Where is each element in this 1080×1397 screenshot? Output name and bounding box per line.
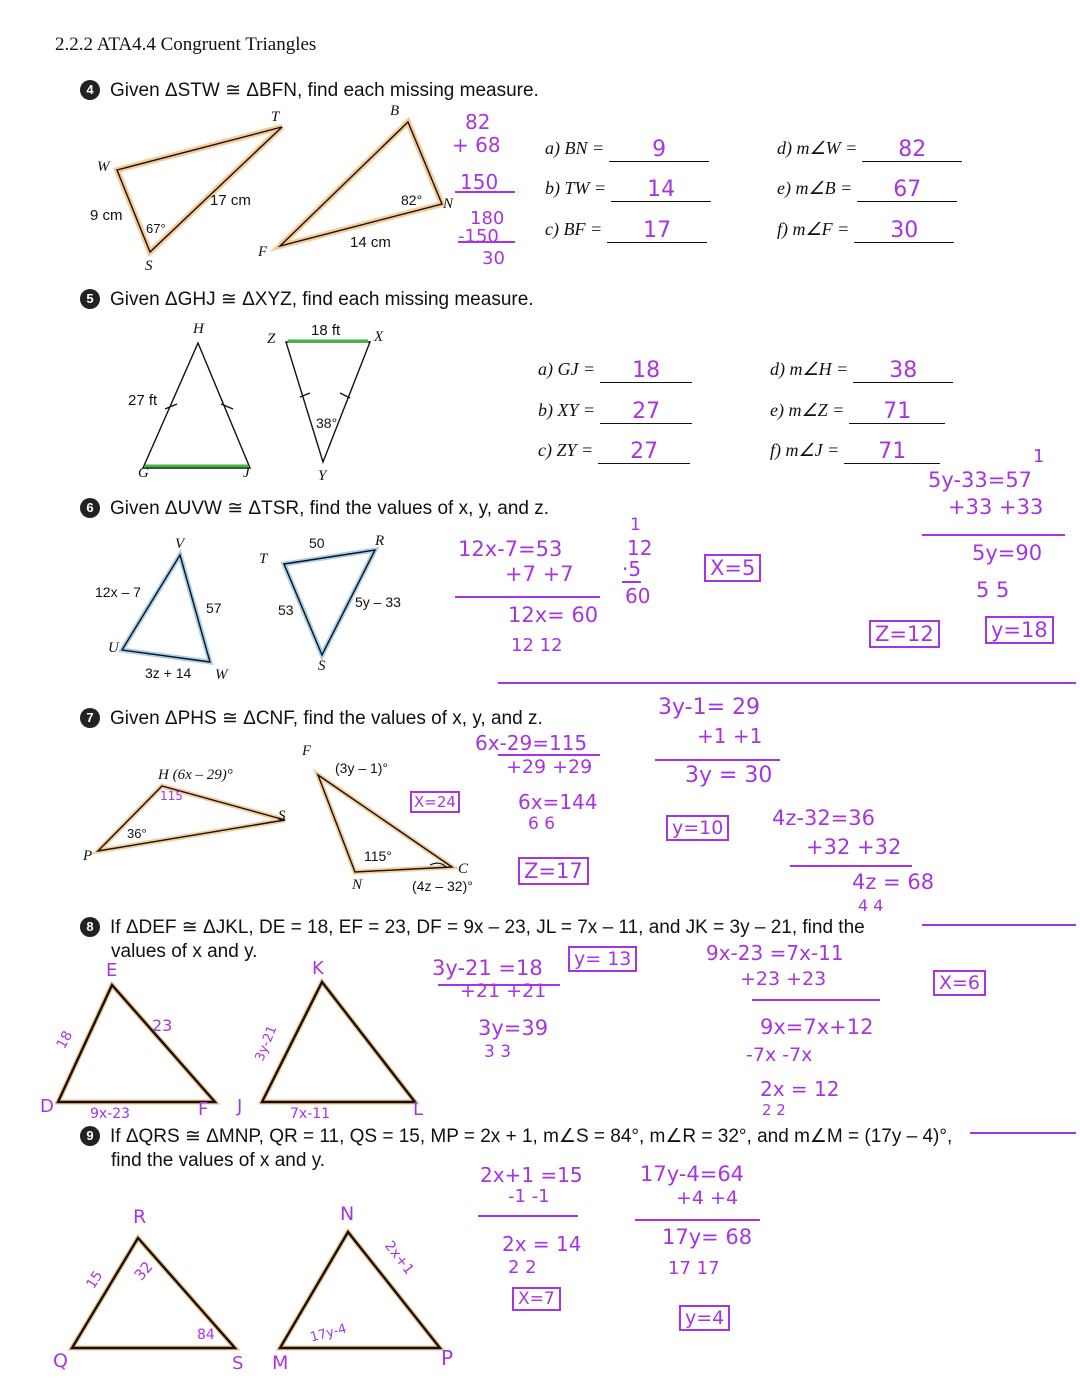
- hw-angle: 32: [130, 1257, 157, 1285]
- side-label: 18 ft: [311, 322, 341, 339]
- vertex-v: V: [175, 536, 185, 552]
- hw-work: 2x+1 =15: [480, 1163, 583, 1187]
- vertex-r: R: [375, 533, 385, 549]
- vertex-g: G: [138, 465, 149, 481]
- hw-work: ·5: [622, 557, 642, 581]
- hw-side: 9x-23: [90, 1106, 131, 1122]
- problem-number: 4: [80, 80, 100, 100]
- hw-work: 4z-32=36: [772, 806, 876, 830]
- side-label: 57: [206, 600, 222, 616]
- hw-work: 2x = 12: [760, 1077, 840, 1101]
- vertex-y: Y: [318, 468, 327, 484]
- vertex-s: S: [145, 258, 153, 274]
- hw-work: 17y= 68: [662, 1225, 753, 1249]
- hw-work: +23 +23: [740, 968, 827, 990]
- hw-work: 2x = 14: [502, 1232, 582, 1256]
- answer-row: d) m∠H = 38: [770, 359, 953, 383]
- hw-side: 3y-21: [252, 1023, 281, 1064]
- hw-vertex: F: [198, 1099, 209, 1120]
- hw-work: +29 +29: [506, 756, 593, 778]
- hw-vertex: R: [133, 1206, 147, 1228]
- answer-row: d) m∠W = 82: [777, 138, 962, 162]
- angle-label: (3y – 1)°: [335, 760, 389, 776]
- vertex-h: H: [193, 321, 204, 337]
- answer-box-y: y= 13: [568, 946, 637, 972]
- answer-row: e) m∠Z = 71: [770, 400, 945, 424]
- hw-work: 5y=90: [972, 541, 1043, 565]
- side-label: 17 cm: [210, 192, 251, 209]
- angle-label: 36°: [127, 826, 147, 841]
- answer-box-z: Z=12: [869, 620, 940, 648]
- hw-work: 3y = 30: [685, 763, 773, 788]
- hw-angle: 115: [160, 789, 183, 803]
- triangle-mnp: [280, 1232, 440, 1348]
- triangle-def: [58, 985, 215, 1102]
- angle-label: (4z – 32)°: [412, 878, 473, 894]
- side-label: 9 cm: [90, 207, 123, 224]
- answer-box-x: X=5: [704, 554, 761, 582]
- hw-work: 17 17: [668, 1258, 720, 1279]
- hw-work: 3y=39: [478, 1016, 549, 1040]
- problem-5-question: 5 Given ΔGHJ ≅ ΔXYZ, find each missing measure.: [80, 288, 534, 311]
- hw-vertex: S: [232, 1353, 244, 1374]
- hw-work: 12x= 60: [508, 603, 599, 627]
- hw-vertex: M: [272, 1352, 289, 1374]
- answer-row: b) TW = 14: [545, 178, 711, 202]
- side-label: 27 ft: [128, 392, 158, 409]
- angle-label: 67°: [146, 221, 166, 236]
- hw-work: 9x-23 =7x-11: [706, 941, 844, 965]
- hw-work: 12x-7=53: [458, 537, 563, 561]
- vertex-t: T: [271, 109, 280, 125]
- hw-work: 180: [470, 208, 505, 229]
- problem-8-question: 8 If ΔDEF ≅ ΔJKL, DE = 18, EF = 23, DF = 9x – 23, JL = 7x – 11, and JK = 3y – 21, find the: [80, 916, 865, 939]
- vertex-t: T: [259, 551, 268, 567]
- side-label: 50: [309, 535, 325, 551]
- hw-side: 15: [83, 1268, 107, 1292]
- answer-box-x: X=24: [410, 791, 460, 813]
- answer-box-y: y=4: [679, 1305, 730, 1331]
- hw-work: 3y-21 =18: [432, 956, 543, 980]
- vertex-c: C: [458, 861, 469, 877]
- hw-work: -150: [458, 226, 499, 247]
- vertex-h: H (6x – 29)°: [158, 767, 233, 783]
- vertex-n: N: [443, 196, 454, 212]
- answer-box-z: Z=17: [518, 857, 589, 885]
- hw-work: + 68: [452, 133, 501, 157]
- page-title: 2.2.2 ATA4.4 Congruent Triangles: [55, 34, 317, 55]
- problem-9-question: 9 If ΔQRS ≅ ΔMNP, QR = 11, QS = 15, MP = 2x + 1, m∠S = 84°, m∠R = 32°, and m∠M = (17y – 4)°,: [80, 1125, 952, 1148]
- answer-row: f) m∠F = 30: [777, 219, 954, 243]
- problem-number: 6: [80, 498, 100, 518]
- answer-box-x: X=6: [933, 970, 986, 996]
- answer-row: f) m∠J = 71: [770, 440, 940, 464]
- triangle-ghj: [143, 343, 250, 468]
- problem-8-question-cont: values of x and y.: [111, 941, 258, 962]
- hw-work: 30: [482, 248, 505, 269]
- angle-label: 38°: [316, 415, 338, 431]
- hw-side: 7x-11: [290, 1106, 331, 1122]
- hw-vertex: Q: [53, 1350, 68, 1372]
- triangle-phs: [98, 786, 285, 851]
- answer-row: a) GJ = 18: [538, 359, 692, 383]
- hw-side: 2x+1: [380, 1238, 417, 1278]
- hw-side: 23: [152, 1016, 173, 1035]
- hw-vertex: D: [40, 1096, 54, 1117]
- hw-work: 2 2: [508, 1257, 537, 1278]
- answer-box-y: y=10: [666, 815, 729, 841]
- hw-work: 2 2: [762, 1101, 786, 1119]
- vertex-u: U: [108, 640, 119, 656]
- hw-work: 6x=144: [518, 790, 598, 814]
- problem-number: 9: [80, 1126, 100, 1146]
- hw-work: 4 4: [858, 896, 884, 915]
- problem-number: 7: [80, 708, 100, 728]
- triangle-xyz: [286, 341, 370, 462]
- problem-number: 8: [80, 917, 100, 937]
- vertex-s: S: [278, 808, 286, 824]
- hw-work: 12: [627, 536, 653, 560]
- problem-7-question: 7 Given ΔPHS ≅ ΔCNF, find the values of x, y, and z.: [80, 707, 543, 730]
- vertex-p: P: [83, 848, 93, 864]
- answer-box-x: X=7: [512, 1287, 561, 1311]
- side-label: 5y – 33: [355, 594, 401, 610]
- hw-angle: 84: [197, 1327, 215, 1343]
- triangle-bfn: [280, 122, 442, 246]
- answer-row: a) BN = 9: [545, 138, 709, 162]
- hw-vertex: N: [340, 1203, 355, 1225]
- vertex-j: J: [243, 465, 250, 481]
- problem-number: 5: [80, 289, 100, 309]
- hw-work: 5 5: [976, 578, 1010, 602]
- answer-box-y: y=18: [985, 616, 1054, 644]
- hw-work: 6x-29=115: [475, 731, 588, 755]
- side-label: 53: [278, 602, 294, 618]
- hw-work: +21 +21: [460, 980, 547, 1002]
- vertex-w: W: [97, 159, 110, 175]
- hw-work: 82: [465, 110, 491, 134]
- hw-work: 12 12: [511, 635, 563, 656]
- hw-side: 18: [53, 1028, 77, 1052]
- hw-work: 4z = 68: [852, 870, 935, 894]
- triangle-stw: [117, 127, 282, 252]
- hw-vertex: J: [237, 1096, 243, 1117]
- answer-row: e) m∠B = 67: [777, 178, 957, 202]
- problem-9-question-cont: find the values of x and y.: [111, 1150, 326, 1171]
- vertex-s: S: [318, 658, 326, 674]
- hw-work: +4 +4: [676, 1187, 739, 1209]
- hw-angle: 17y-4: [308, 1321, 349, 1346]
- problem-4-question: 4 Given ΔSTW ≅ ΔBFN, find each missing measure.: [80, 79, 539, 102]
- hw-work: 3y-1= 29: [658, 695, 760, 720]
- vertex-w: W: [215, 667, 228, 683]
- hw-work: +1 +1: [697, 724, 763, 748]
- hw-work: 5y-33=57: [928, 468, 1033, 492]
- hw-work: 1: [630, 515, 641, 535]
- hw-work: +32 +32: [806, 835, 902, 859]
- hw-work: 6 6: [528, 814, 556, 834]
- hw-work: +7 +7: [505, 562, 574, 586]
- hw-work: -1 -1: [508, 1186, 550, 1207]
- side-label: 3z + 14: [145, 665, 192, 681]
- vertex-f: F: [258, 244, 268, 260]
- hw-vertex: P: [441, 1346, 454, 1370]
- side-label: 14 cm: [350, 234, 391, 251]
- hw-work: 60: [625, 584, 651, 608]
- hw-work: 150: [460, 170, 499, 194]
- vertex-z: Z: [267, 331, 276, 347]
- hw-work: -7x -7x: [746, 1044, 813, 1066]
- side-label: 12x – 7: [95, 584, 141, 600]
- vertex-x: X: [374, 329, 384, 345]
- problem-6-question: 6 Given ΔUVW ≅ ΔTSR, find the values of x, y, and z.: [80, 497, 549, 520]
- hw-work: 17y-4=64: [640, 1162, 745, 1186]
- answer-row: b) XY = 27: [538, 400, 692, 424]
- vertex-b: B: [390, 103, 400, 119]
- vertex-f: F: [302, 743, 312, 759]
- hw-vertex: E: [106, 960, 118, 981]
- angle-label: 82°: [401, 192, 423, 208]
- answer-row: c) ZY = 27: [538, 440, 690, 464]
- angle-label: 115°: [364, 848, 392, 864]
- triangle-uvw: [122, 555, 210, 662]
- vertex-n: N: [352, 877, 363, 893]
- hw-work: 3 3: [484, 1042, 512, 1062]
- hw-vertex: L: [413, 1099, 424, 1120]
- hw-work: 9x=7x+12: [760, 1015, 874, 1039]
- hw-work: 1: [1033, 446, 1045, 467]
- hw-vertex: K: [312, 958, 324, 979]
- hw-work: +33 +33: [948, 495, 1044, 519]
- answer-row: c) BF = 17: [545, 219, 707, 243]
- triangle-jkl: [262, 982, 415, 1102]
